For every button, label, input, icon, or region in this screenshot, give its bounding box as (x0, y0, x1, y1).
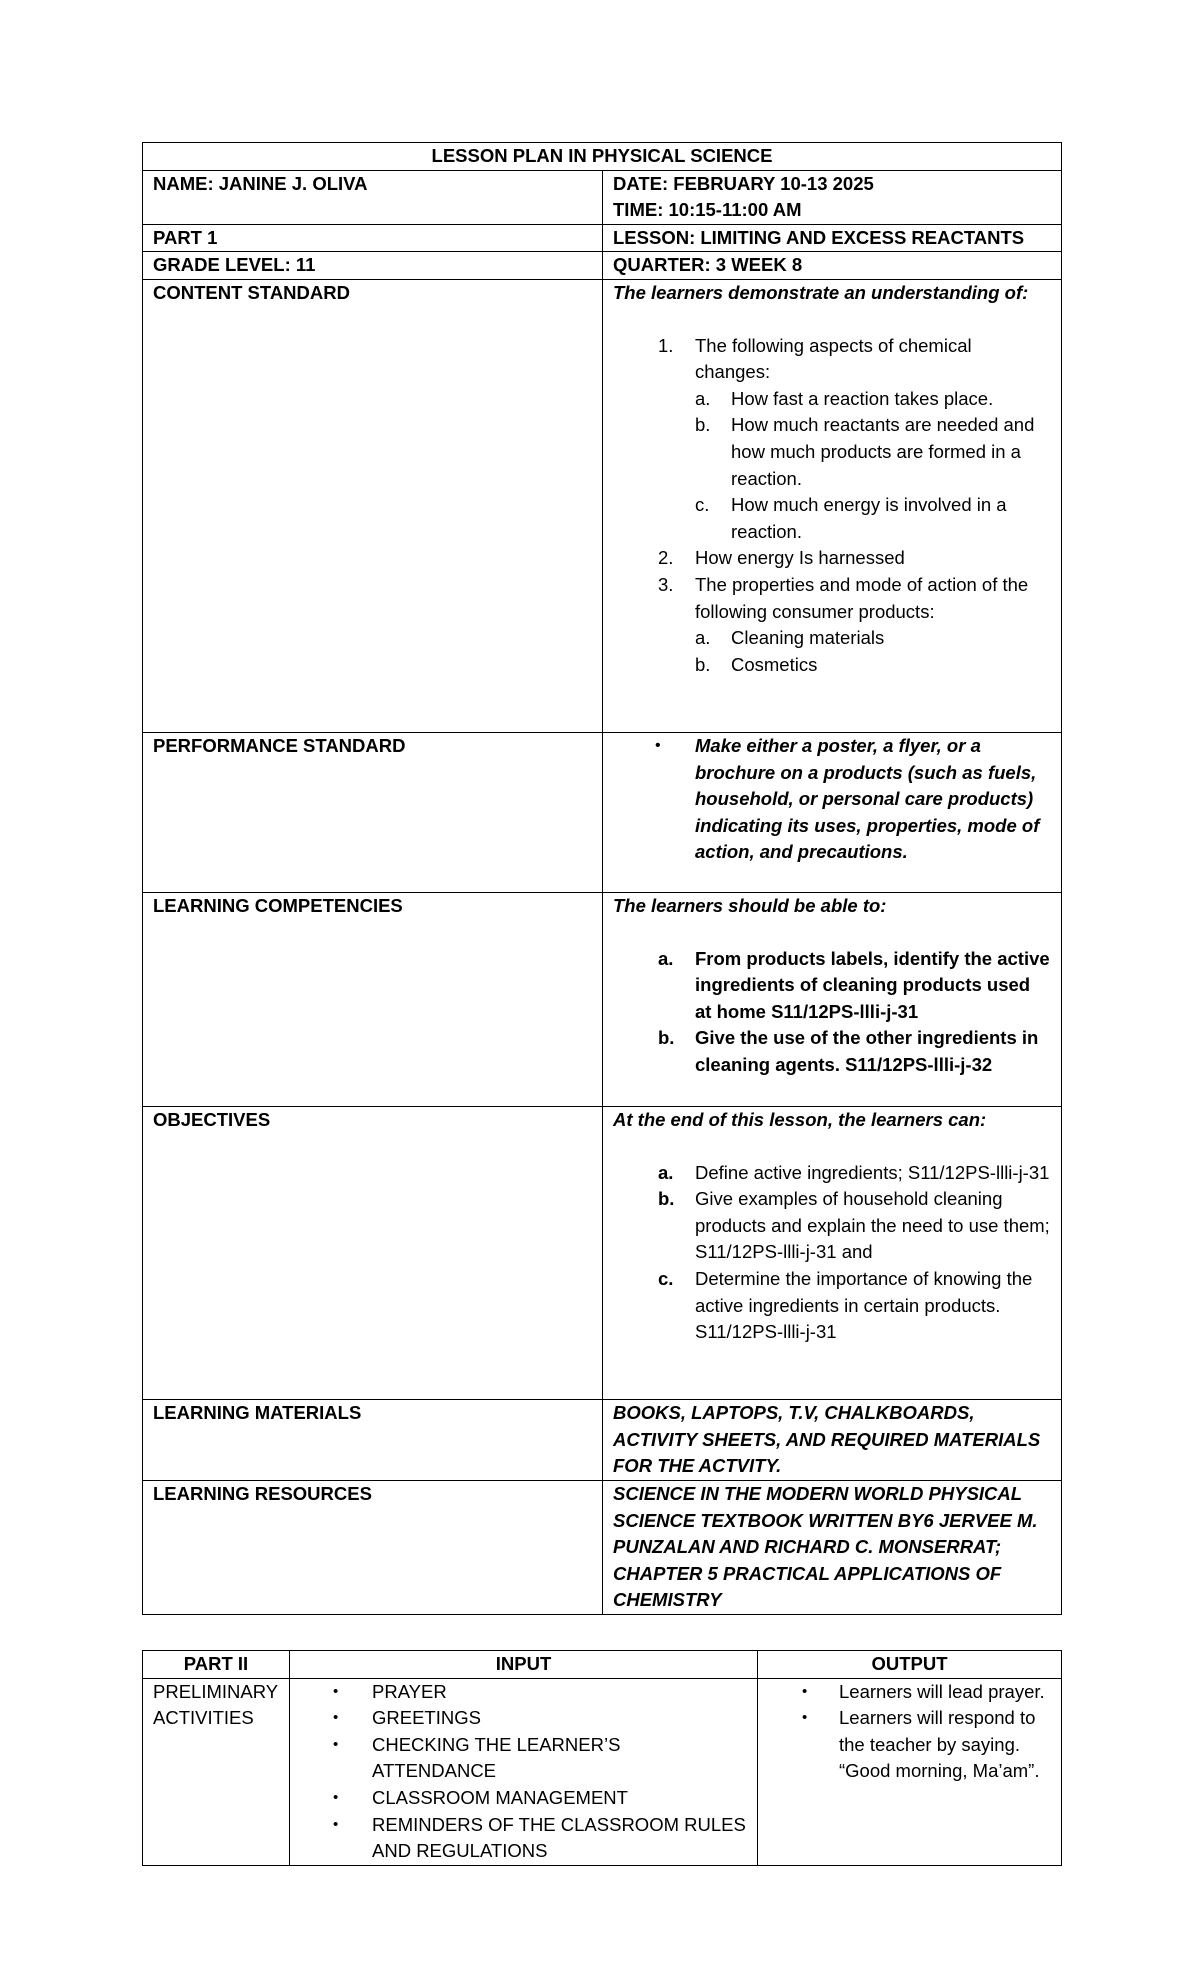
learning-resources-label: LEARNING RESOURCES (143, 1480, 603, 1614)
grade-quarter-row (143, 252, 1062, 280)
bullet-icon: • (802, 1709, 808, 1727)
learning-competencies-row (143, 892, 1062, 1106)
list-item: b. Give examples of household cleaning products and explain the need to use them; S11/12PS-llli-j-31 and (658, 1188, 1050, 1263)
document-title: LESSON PLAN IN PHYSICAL SCIENCE (143, 143, 1062, 171)
lesson-plan-table (142, 142, 1062, 1615)
output-header: OUTPUT (758, 1651, 1062, 1679)
list-item: • REMINDERS OF THE CLASSROOM RULES AND REGULATIONS (333, 1813, 746, 1862)
learning-materials-text: BOOKS, LAPTOPS, T.V, CHALKBOARDS, ACTIVITY SHEETS, AND REQUIRED MATERIALS FOR THE ACTVITY. (603, 1399, 1062, 1480)
learning-resources-text: SCIENCE IN THE MODERN WORLD PHYSICAL SCIENCE TEXTBOOK WRITTEN BY6 JERVEE M. PUNZALAN AND RICHARD C. MONSERRAT; CHAPTER 5 PRACTICAL APPLICATIONS OF CHEMISTRY (603, 1480, 1062, 1614)
list-item: c. How much energy is involved in a reaction. (695, 494, 1007, 542)
bullet-icon: • (333, 1709, 339, 1727)
bullet-icon: • (333, 1815, 339, 1833)
content-standard-list (613, 333, 1051, 386)
bullet-icon: • (333, 1788, 339, 1806)
title-row (143, 143, 1062, 171)
bullet-icon: • (655, 736, 661, 754)
list-item: b. Cosmetics (695, 653, 818, 675)
lesson-title: LESSON: LIMITING AND EXCESS REACTANTS (603, 224, 1062, 252)
bullet-icon: • (333, 1735, 339, 1753)
preliminary-activities-row (143, 1678, 1062, 1865)
list-item: 2. How energy Is harnessed (658, 547, 905, 569)
preliminary-activities-label: PRELIMINARY ACTIVITIES (143, 1678, 290, 1865)
content-standard-sublist-3 (613, 625, 1051, 678)
content-standard-label: CONTENT STANDARD (143, 279, 603, 732)
list-item: • CLASSROOM MANAGEMENT (300, 1785, 747, 1812)
learning-competencies-cell (603, 892, 1062, 1106)
quarter-week: QUARTER: 3 WEEK 8 (603, 252, 1062, 280)
input-header: INPUT (290, 1651, 758, 1679)
objectives-list (613, 1160, 1051, 1346)
input-cell (290, 1678, 758, 1865)
part-label: PART 1 (143, 224, 603, 252)
learning-resources-row (143, 1480, 1062, 1614)
list-item: b. How much reactants are needed and how much products are formed in a reaction. (695, 414, 1035, 489)
teacher-name: NAME: JANINE J. OLIVA (143, 170, 603, 224)
objectives-label: OBJECTIVES (143, 1106, 603, 1399)
objectives-row (143, 1106, 1062, 1399)
output-list (768, 1679, 1051, 1785)
list-item: • Make either a poster, a flyer, or a brochure on a products (such as fuels, household, or personal care products) indicating its uses, properties, mode of action, and precautions. (655, 734, 1040, 863)
learning-competencies-label: LEARNING COMPETENCIES (143, 892, 603, 1106)
list-item: 3. The properties and mode of action of the following consumer products: (658, 573, 1029, 622)
list-item: a. Define active ingredients; S11/12PS-llli-j-31 (658, 1161, 1050, 1183)
list-item: 1. The following aspects of chemical changes: (658, 334, 972, 383)
learning-materials-label: LEARNING MATERIALS (143, 1399, 603, 1480)
performance-standard-row (143, 732, 1062, 892)
list-item: a. Cleaning materials (695, 627, 885, 649)
date-time-cell (603, 170, 1062, 224)
content-standard-row (143, 279, 1062, 732)
learning-competencies-intro: The learners should be able to: (613, 894, 887, 916)
output-cell (758, 1678, 1062, 1865)
performance-standard-cell (603, 732, 1062, 892)
lesson-time: TIME: 10:15-11:00 AM (613, 199, 802, 221)
list-item: b. Give the use of the other ingredients in cleaning agents. S11/12PS-llli-j-32 (658, 1027, 1039, 1075)
learning-materials-row (143, 1399, 1062, 1480)
grade-level: GRADE LEVEL: 11 (143, 252, 603, 280)
list-item: • PRAYER (300, 1679, 747, 1706)
content-standard-sublist-1 (613, 386, 1051, 546)
list-item: • Learners will lead prayer. (768, 1679, 1051, 1706)
bullet-icon: • (333, 1682, 339, 1700)
learning-competencies-list (613, 946, 1051, 1079)
list-item: • CHECKING THE LEARNER’S ATTENDANCE (333, 1733, 621, 1782)
objectives-intro: At the end of this lesson, the learners can: (613, 1108, 987, 1130)
objectives-cell (603, 1106, 1062, 1399)
performance-standard-list (613, 733, 1051, 866)
content-standard-cell (603, 279, 1062, 732)
list-item: a. How fast a reaction takes place. (695, 387, 994, 409)
list-item: c. Determine the importance of knowing the active ingredients in certain products. S11/12PS-llli-j-31 (658, 1267, 1033, 1343)
list-item: a. From products labels, identify the active ingredients of cleaning products used at home S11/12PS-llli-j-31 (658, 947, 1050, 1022)
bullet-icon: • (802, 1682, 808, 1700)
list-item: • Learners will respond to the teacher by saying. “Good morning, Ma’am”. (802, 1707, 1040, 1782)
lesson-date: DATE: FEBRUARY 10-13 2025 (613, 172, 874, 194)
name-date-row (143, 170, 1062, 224)
content-standard-intro: The learners demonstrate an understanding of: (613, 281, 1029, 303)
input-list (300, 1679, 747, 1865)
part-lesson-row (143, 224, 1062, 252)
part-two-header: PART II (143, 1651, 290, 1679)
performance-standard-label: PERFORMANCE STANDARD (143, 732, 603, 892)
part-two-table (142, 1650, 1062, 1866)
content-standard-list-cont (613, 545, 1051, 625)
list-item: • GREETINGS (300, 1705, 747, 1732)
part-two-header-row (143, 1651, 1062, 1679)
